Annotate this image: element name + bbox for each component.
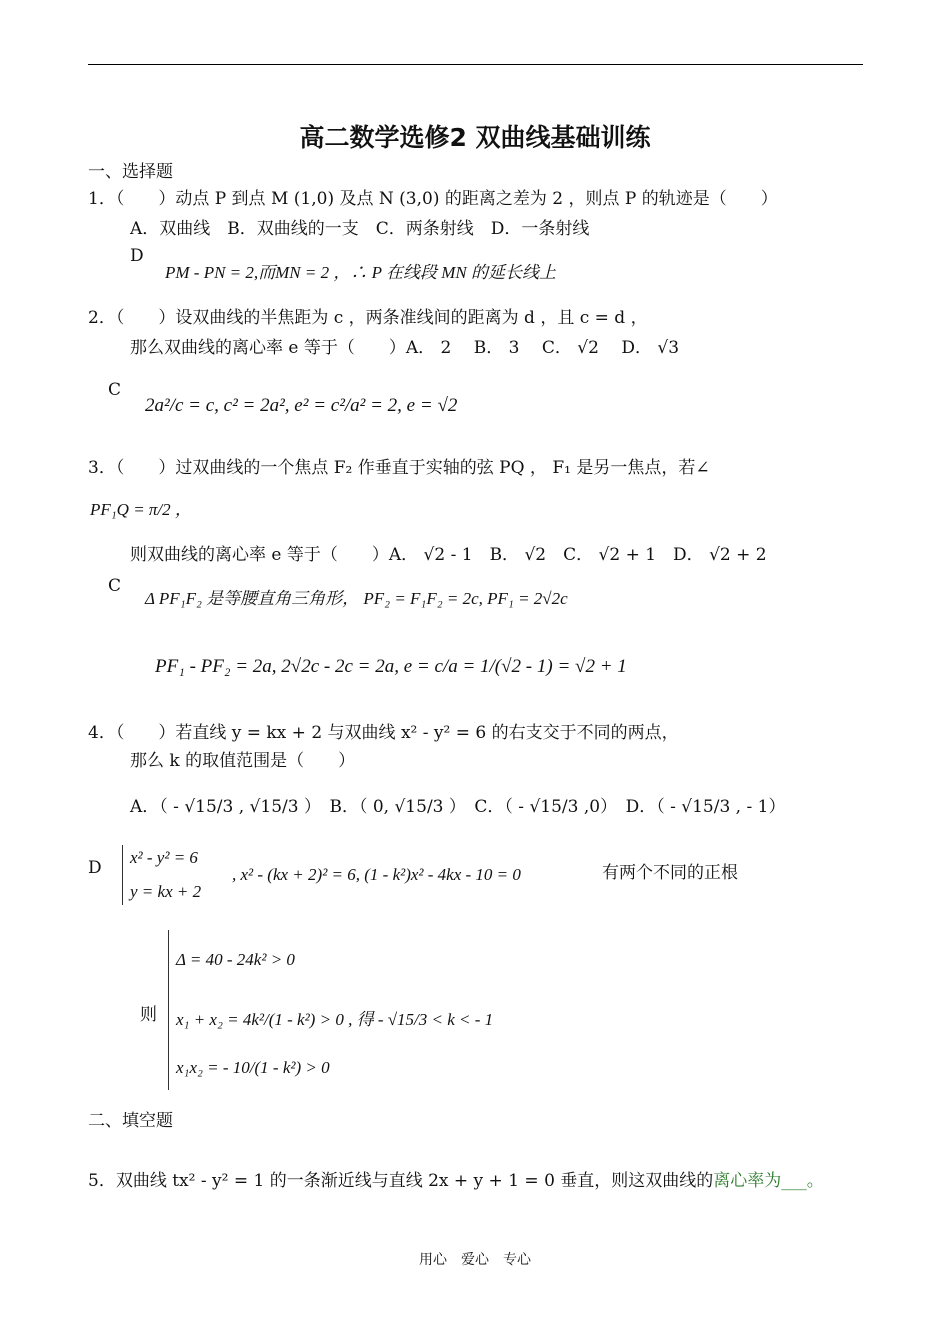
q4-condition-2: x₁ + x₂ = 4k²/(1 - k²) > 0 , 得 - √15/3 < k < - 1 (176, 1010, 494, 1029)
q2-stem-line2: 那么双曲线的离心率 e 等于（ ）A． 2 B． 3 C． √2 D． √3 (130, 338, 680, 358)
page-title: 高二数学选修2 双曲线基础训练 (299, 123, 651, 152)
q4-system-result: , x² - (kx + 2)² = 6, (1 - k²)x² - 4kx - 10 = 0 (232, 865, 521, 884)
q4-answer: D (88, 858, 102, 878)
q1-options: A．双曲线 B．双曲线的一支 C．两条射线 D．一条射线 (130, 219, 590, 239)
q2-stem: 2．（ ）设双曲线的半焦距为 c ，两条准线间的距离为 d ，且 c = d ， (88, 308, 648, 328)
q4-system-note: 有两个不同的正根 (602, 863, 738, 883)
q4-stem: 4．（ ）若直线 y = kx + 2 与双曲线 x² - y² = 6 的右支交于不同的两点， (88, 723, 679, 743)
q3-answer: C (108, 576, 122, 596)
q4-condition-3: x₁x₂ = - 10/(1 - k²) > 0 (176, 1058, 330, 1077)
q4-condition-1: Δ = 40 - 24k² > 0 (176, 950, 295, 969)
q3-solution-2: PF₁ - PF₂ = 2a, 2√2c - 2c = 2a, e = c/a = 1/(√2 - 1) = √2 + 1 (155, 656, 627, 677)
q4-system-brace (122, 845, 123, 905)
q5-stem-text: 5．双曲线 tx² - y² = 1 的一条渐近线与直线 2x + y + 1 = 0 垂直，则这双曲线的 (88, 1171, 714, 1191)
q3-stem-angle: PF₁Q = π/2 ， (90, 500, 192, 519)
q2-solution: 2a²/c = c, c² = 2a², e² = c²/a² = 2, e = √2 (145, 395, 458, 416)
q4-system-eq1: x² - y² = 6 (130, 848, 198, 867)
q4-options: A．（ - √15/3 , √15/3 ） B．（ 0, √15/3 ） C．（ - √15/3 ,0） D．（ - √15/3 , - 1） (130, 797, 786, 817)
q1-solution: PM - PN = 2,而MN = 2 ，∴ P 在线段 MN 的延长线上 (165, 263, 556, 282)
q5-stem (88, 1166, 824, 1191)
q5-eccentricity-prompt: 离心率为___。 (713, 1171, 824, 1191)
section-fill-heading: 二、填空题 (88, 1111, 173, 1131)
q3-solution-1: Δ PF₁F₂ 是等腰直角三角形， PF₂ = F₁F₂ = 2c, PF₁ = 2√2c (145, 589, 568, 608)
q1-stem: 1．（ ）动点 P 到点 M (1,0) 及点 N (3,0) 的距离之差为 2 ，则点 P 的轨迹是（ ） (88, 189, 778, 209)
q4-ze-label: 则 (140, 1005, 157, 1025)
q4-system-eq2: y = kx + 2 (130, 882, 202, 901)
q4-stem-line2: 那么 k 的取值范围是（ ） (130, 751, 356, 771)
q2-answer: C (108, 380, 122, 400)
page-footer: 用心 爱心 专心 (419, 1252, 531, 1268)
q4-conditions-brace (168, 930, 169, 1090)
header-rule (88, 64, 863, 65)
q3-stem-line2: 则双曲线的离心率 e 等于（ ）A． √2 - 1 B． √2 C． √2 + 1 D． √2 + 2 (130, 545, 767, 565)
q3-stem: 3．（ ）过双曲线的一个焦点 F₂ 作垂直于实轴的弦 PQ ， F₁ 是另一焦点，若∠ (88, 458, 710, 478)
q1-answer: D (130, 246, 144, 266)
section-choice-heading: 一、选择题 (88, 162, 173, 182)
